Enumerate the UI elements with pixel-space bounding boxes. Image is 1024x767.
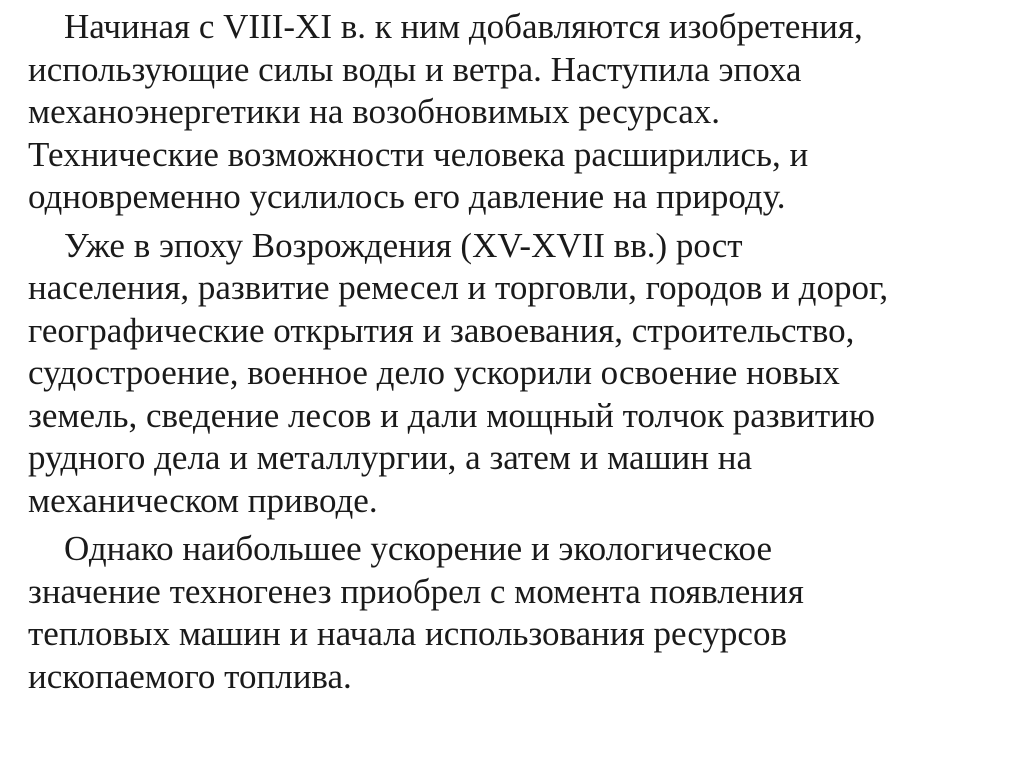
text-line: Однако наибольшее ускорение и экологическое	[64, 529, 772, 568]
text-line: ископаемого топлива.	[28, 656, 352, 696]
text-line: одновременно усилилось его давление на природу.	[28, 177, 786, 216]
text-line: рудного дела и металлургии, а затем и машин на	[28, 438, 752, 477]
text-line: Уже в эпоху Возрождения (XV-XVII вв.) рост	[64, 225, 743, 265]
text-line: земель, сведение лесов и дали мощный толчок развитию	[28, 395, 876, 435]
text-line: географические открытия и завоевания, строительство,	[28, 310, 855, 350]
text-line: тепловых машин и начала использования ресурсов	[28, 614, 787, 653]
text-line: механическом приводе.	[28, 480, 378, 520]
text-line: механоэнергетики на возобновимых ресурсах.	[28, 92, 721, 131]
text-line: Начиная с VIII-XI в. к ним добавляются изобретения,	[64, 7, 863, 46]
text-line: Технические возможности человека расширились, и	[28, 134, 809, 174]
text-line: судостроение, военное дело ускорили освоение новых	[28, 353, 840, 392]
text-line: значение техногенез приобрел с момента появления	[28, 571, 804, 611]
paragraph-1	[28, 6, 984, 219]
paragraph-2	[28, 225, 984, 523]
text-line: использующие силы воды и ветра. Наступила эпоха	[28, 49, 802, 89]
text-line: населения, развитие ремесел и торговли, городов и дорог,	[28, 268, 889, 307]
paragraph-3	[28, 528, 984, 698]
